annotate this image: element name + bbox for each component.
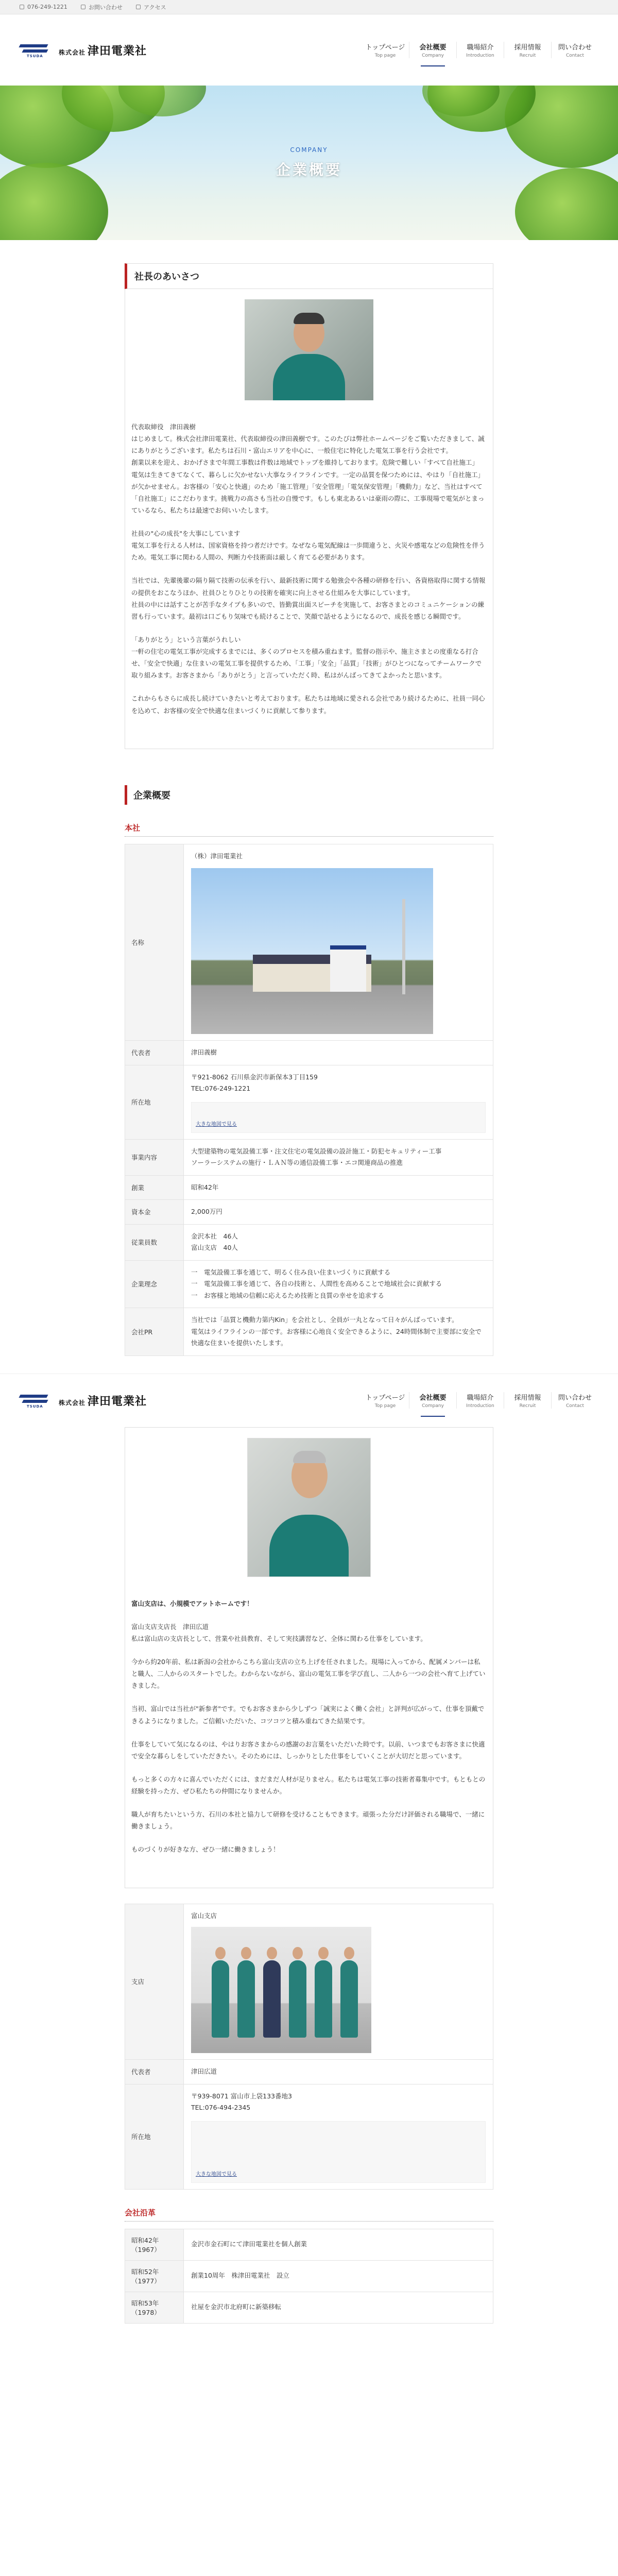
logo-mark-icon [20,41,54,59]
greeting-paragraph: 仕事をしていて気になるのは、やはりお客さまからの感謝のお言葉をいただいた時です。以前、いつまでもお客さまに快適で安全な暮らしをしていただきたい。そのためには、しっかりとした仕事をしていくことが大切だと思っています。 [131,1740,485,1760]
history-table [125,2229,493,2324]
table-row [125,1175,493,1200]
nav-top-label: トップページ [365,44,405,52]
toyama-greeting-box [125,1427,493,1888]
nav-introduction[interactable] [456,1392,504,1409]
logo-mark-text: TSUDA [27,1404,43,1409]
nav-introduction-sub: Introduction [466,1403,494,1409]
greeting-heading: 社長のあいさつ [125,263,493,289]
nav-contact-sub: Contact [565,1403,584,1409]
logo-mark-icon [20,1392,54,1409]
table-row [125,1904,493,2060]
row-value: 津田義樹 [184,1041,493,1065]
row-label: 昭和42年 （1967） [125,2229,184,2260]
site-logo[interactable] [20,41,147,59]
greeting-paragraph: 代表取締役 津田義樹 はじめまして。株式会社津田電業社、代表取締役の津田義樹です。このたびは弊社ホームページをご覧いただきまして、誠にありがとうございます。私たちは石川・富山エリアを中心に、一般住宅に特化した電気工事を行う会社です。 創業以来を迎え、おかげさまで年間工事数は件数は地域でトップを維持しております。危険で難しい「すべて自社施工」 電気は生きてきてなくて、暮らしに欠かせない大事なライフラインです。一定の品質を保つためには、やはり「自社施工」が欠かせません。お客様の「安心と快適」のため「施工管理」「安全管理」「電気保安管理」「機動力」など、当社はすべて「自社施工」にこだわります。挑戦力の高さも当社の自慢です。もしも東北あるいは豪雨の際に、工事現場で電気がとまっているなら、私たちは最速でお伺いいたします。 [131,423,485,514]
president-photo [245,299,373,400]
staff-figure [212,1960,229,2038]
address-text: 〒939-8071 富山市上袋133番地3 TEL:076-494-2345 [191,2092,292,2111]
nav-recruit-label: 採用情報 [514,44,541,52]
logo-mark-text: TSUDA [27,54,43,58]
nav-company-label: 会社概要 [419,1394,447,1402]
row-label: 所在地 [125,1065,184,1139]
table-row [125,844,493,1041]
nav-company[interactable] [409,1392,456,1409]
greeting-paragraph: 当社では、先輩後輩の隔り隔て技術の伝承を行い、最新技術に関する勉強会や各種の研修を行い、各資格取得に関する情報の提供をおこなうほか、社員ひとりひとりの技術を確実に向上させる仕組みを大事にしています。 社員の中には話すことが苦手なタイプも多いので、皆勤賞出面スピーチを実施して、お客さまとのコミュニケーションの練習も行っています。最初は口ごもり気味でも続けることで、笑顔で話せるようになるので、成長を感じる瞬間です。 [131,577,486,620]
contact-link[interactable] [81,3,123,11]
row-value [184,1065,493,1139]
nav-top-sub: Top page [374,53,396,58]
staff-group-photo [191,1927,371,2053]
greeting-box [125,289,493,749]
row-value: 昭和42年 [184,1175,493,1200]
row-label: 事業内容 [125,1139,184,1175]
logo-prefix: 株式会社 [59,48,86,56]
row-label: 企業理念 [125,1260,184,1308]
greeting-paragraph: 社員の"心の成長"を大事にしています 電気工事を行える人材は、国家資格を持つ者だけです。なぜなら電気配線は一歩間違うと、火災や感電などの危険性を伴うため。電気工事に関わる人間の、判断力や技術面は厳しく育てる必要があります。 [131,530,485,562]
nav-top-label: トップページ [365,1394,405,1402]
sticky-header [0,1374,618,1427]
row-value: 金沢本社 46人 富山支店 40人 [184,1224,493,1260]
map-link[interactable]: 大きな地図で見る [196,1121,237,1127]
nav-contact-label: 問い合わせ [558,44,592,52]
table-row [125,1308,493,1356]
row-label: 昭和52年 （1977） [125,2260,184,2292]
logo-name: 津田電業社 [88,44,147,58]
branch-manager-photo [247,1438,371,1577]
table-row [125,1041,493,1065]
nav-contact[interactable] [551,42,598,58]
map-embed[interactable] [191,2121,486,2183]
row-label: 創業 [125,1175,184,1200]
site-header [0,14,618,86]
hero-title [0,146,618,179]
row-label: 会社PR [125,1308,184,1356]
staff-figure [263,1960,281,2038]
logo-name: 津田電業社 [88,1395,147,1408]
nav-top[interactable] [362,42,409,58]
map-link[interactable]: 大きな地図で見る [196,2171,237,2177]
table-row [125,2260,493,2292]
row-value: 創業10周年 株津田電業社 設立 [184,2260,493,2292]
hero-title-jp: 企業概要 [276,161,342,178]
row-label: 名称 [125,844,184,1041]
nav-top[interactable] [362,1392,409,1409]
row-label: 支店 [125,1904,184,2060]
nav-recruit[interactable] [504,1392,551,1409]
table-row [125,1200,493,1225]
toyama-greeting-text [131,1598,487,1856]
staff-figure [340,1960,358,2038]
headquarters-photo [191,868,433,1034]
hero-title-en: COMPANY [290,146,328,154]
main-content [125,263,493,1356]
row-value [184,2084,493,2189]
main-nav [362,1392,598,1409]
phone-icon [20,5,24,9]
row-label: 昭和53年 （1978） [125,2292,184,2323]
nav-recruit[interactable] [504,42,551,58]
greeting-paragraph: 今から約20年前、私は新潟の会社からこちら富山支店の立ち上げを任されました。現場に入ってから、配属メンバーは私と職人、二人からのスタートでした。わからないながら、富山の電気工事を学び直し、二人から一つの会社へ育て上げていきました。 [131,1658,486,1690]
main-nav [362,42,598,58]
row-value: 大型建築物の電気設備工事・注文住宅の電気設備の設計施工・防犯セキュリティー工事 ソーラーシステムの施行・ＬＡＮ等の通信設備工事・エコ関連商品の推進 [184,1139,493,1175]
greeting-paragraph: 当初、富山では当社が"新参者"です。でもお客さまから少しずつ「誠実によく働く会社」と評判が広がって、仕事を頂戴できるようになりました。ご信頼いただいた、コツコツと積み重ねてきた結果です。 [131,1705,485,1725]
hero-banner [0,86,618,240]
nav-introduction-label: 職場紹介 [467,1394,494,1402]
history-subheading: 会社沿革 [125,2207,493,2222]
phone-text: 076-249-1221 [27,4,67,10]
row-value [184,1904,493,2060]
row-label: 代表者 [125,1041,184,1065]
nav-top-sub: Top page [374,1403,396,1409]
greeting-paragraph: もっと多くの方々に喜んでいただくには、まだまだ人材が足りません。私たちは電気工事の技術者募集中です。もともとの経験を持った方、ぜひ私たちの仲間になりませんか。 [131,1775,486,1795]
phone-link[interactable] [20,4,67,10]
address-text: 〒921-8062 石川県金沢市新保本3丁目159 TEL:076-249-1221 [191,1073,318,1093]
logo-text [59,1393,147,1409]
nav-contact-label: 問い合わせ [558,1394,592,1402]
nav-introduction[interactable] [456,42,504,58]
contact-text: お問い合わせ [88,4,123,11]
nav-recruit-label: 採用情報 [514,1394,541,1402]
nav-introduction-label: 職場紹介 [467,44,494,52]
greeting-paragraph: 職人が育ちたいという方、石川の本社と協力して研修を受けることもできます。頑張った分だけ評価される職場で、一緒に働きましょう。 [131,1810,485,1831]
row-value: 金沢市金石町にて津田電業社を個人創業 [184,2229,493,2260]
access-text: アクセス [143,4,166,11]
row-label: 所在地 [125,2084,184,2189]
row-value: 津田広道 [184,2060,493,2084]
table-row [125,1139,493,1175]
mail-icon [81,5,85,9]
row-value: 一 電気設備工事を通じて、明るく住み良い住まいづくりに貢献する 一 電気設備工事を通じて、各自の技術と、人間性を高めることで地域社会に貢献する 一 お客様と地域の信頼に応えるため技術と良質の幸せを追求する [184,1260,493,1308]
greeting-paragraph: 「ありがとう」という言葉がうれしい 一軒の住宅の電気工事が完成するまでには、多くのプロセスを積み重ねます。監督の指示や、施主さまとの度重なる打合せ、「安全で快適」な住まいの電気工事を提供するため、「工事」「安全」「品質」「技術」がひとつになってチームワークで取り組みます。お客さまから「ありがとう」と言っていただく時、私はがんばってきてよかったと思います。 [131,635,482,680]
table-row [125,1065,493,1139]
table-row [125,2084,493,2189]
nav-introduction-sub: Introduction [466,53,494,58]
row-value: 社屋を金沢市北府町に新築移転 [184,2292,493,2323]
nav-company-sub: Company [422,53,444,58]
map-pin-icon [136,5,141,9]
company-info-table [125,844,493,1356]
company-name: （株）津田電業社 [191,852,243,860]
nav-recruit-sub: Recruit [519,1403,536,1409]
nav-company-sub: Company [422,1403,444,1409]
greeting-paragraph: これからもさらに成長し続けていきたいと考えております。私たちは地域に愛される会社であり続けるために、社員一同心を込めて、お客様の安全で快適な住まいづくりに貢献して参ります。 [131,694,485,715]
map-embed[interactable] [191,1102,486,1133]
nav-company[interactable] [409,42,456,58]
table-row [125,2292,493,2323]
table-row [125,1260,493,1308]
toyama-content [125,1427,493,2324]
honsha-subheading: 本社 [125,822,493,837]
toyama-info-table [125,1904,493,2190]
table-row [125,2229,493,2260]
logo-prefix: 株式会社 [59,1399,86,1406]
nav-contact-sub: Contact [565,53,584,58]
greeting-paragraph: ものづくりが好きな方、ぜひ一緒に働きましょう！ [131,1845,280,1854]
staff-figure [237,1960,255,2038]
site-logo[interactable] [20,1392,147,1409]
row-value: 2,000万円 [184,1200,493,1225]
nav-company-label: 会社概要 [419,44,447,52]
access-link[interactable] [136,3,166,11]
staff-figure [289,1960,306,2038]
greeting-paragraph: 富山支店支店長 津田広道 私は富山店の支店長として、営業や社員教育、そして実技講習など、全体に関わる仕事をしています。 [131,1622,427,1642]
toyama-lead: 富山支店は、小規模でアットホームです！ [131,1599,253,1607]
row-label: 代表者 [125,2060,184,2084]
table-row [125,2060,493,2084]
row-value [184,844,493,1041]
branch-name: 富山支店 [191,1911,217,1920]
row-value: 当社では「品質と機動力第内Kin」を会社とし、全員が一丸となって日々がんばっています。 電気はライフラインの一部です。お客様に心地良く安全できるように、24時間体制で主要部に安全で快適な住まいを提供いたします。 [184,1308,493,1356]
row-label: 資本金 [125,1200,184,1225]
logo-text [59,42,147,58]
nav-contact[interactable] [551,1392,598,1409]
table-row [125,1224,493,1260]
top-bar [0,0,618,14]
row-label: 従業員数 [125,1224,184,1260]
staff-figure [315,1960,332,2038]
overview-heading: 企業概要 [125,785,493,805]
nav-recruit-sub: Recruit [519,53,536,58]
greeting-text [131,421,487,717]
